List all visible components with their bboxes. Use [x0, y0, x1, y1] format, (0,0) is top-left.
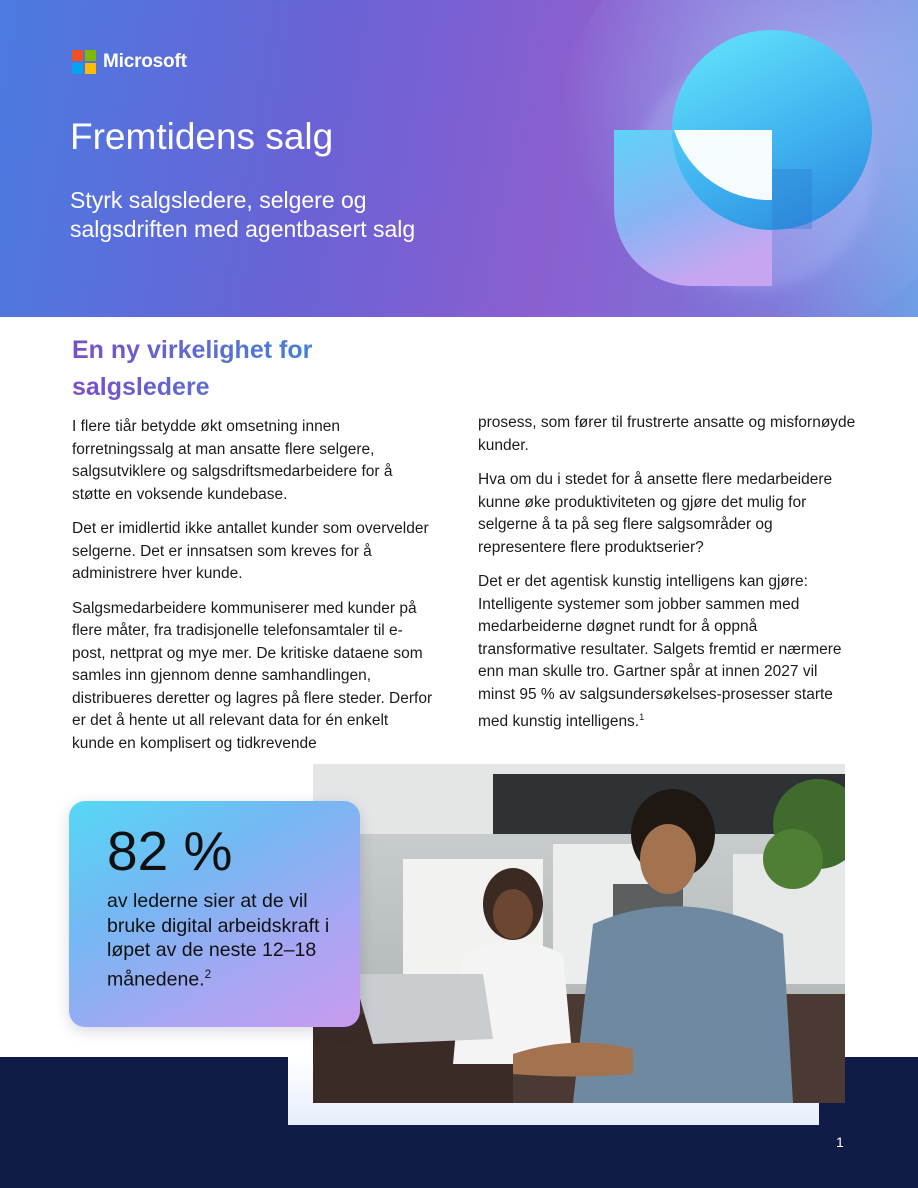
paragraph: Salgsmedarbeidere kommuniserer med kunder på flere måter, fra tradisjonelle telefonsamtaler til e-post, nettprat og mye mer. De kritiske dataene som samles inn gjennom denne samhandlingen, distribueres deretter og lagres på flere steder. Derfor er det å hente ut all relevant data for én enkelt kunde en komplisert og tidkrevende — [72, 599, 433, 752]
photo-illustration — [313, 764, 845, 1103]
paragraph: Hva om du i stedet for å ansette flere medarbeidere kunne øke produktiviteten og gjøre det mulig for selgerne å ta på seg flere salgsområder og representere flere produktserier? — [478, 471, 833, 556]
paragraph: I flere tiår betydde økt omsetning innen forretningssalg at man ansatte flere selgere, salgsutviklere og salgsdriftsmedarbeidere for å støtte en voksende kundebase. — [72, 418, 393, 503]
left-text-column — [72, 416, 434, 767]
section-heading: En ny virkelighet for salgsledere — [72, 332, 392, 406]
logo-square-green — [85, 50, 96, 61]
footnote-marker: 2 — [204, 967, 212, 981]
hero-banner — [0, 0, 918, 317]
logo-square-red — [72, 50, 83, 61]
logo-square-yellow — [85, 63, 96, 74]
stat-value: 82 % — [107, 820, 233, 882]
stat-card — [69, 801, 360, 1027]
paragraph: Det er imidlertid ikke antallet kunder som overvelder selgerne. Det er innsatsen som kreves for å administrere hver kunde. — [72, 520, 429, 582]
paragraph-text: Det er det agentisk kunstig intelligens kan gjøre: Intelligente systemer som jobber sammen med medarbeiderne døgnet rundt for å oppnå transformative resultater. Salgets fremtid er nærmere enn man skulle tro. Gartner spår at innen 2027 vil minst 95 % av salgsundersøkelses-prosesser starte med kunstig intelligens. — [478, 573, 842, 731]
microsoft-logo — [72, 50, 187, 74]
page-subtitle: Styrk salgsledere, selgere og salgsdriften med agentbasert salg — [70, 187, 416, 242]
footnote-marker: 1 — [639, 712, 645, 722]
right-text-column — [478, 412, 858, 746]
stat-text: av lederne sier at de vil bruke digital arbeidskraft i løpet av de neste 12–18 månedene. — [107, 890, 330, 990]
stat-description — [107, 889, 339, 992]
paragraph: prosess, som fører til frustrerte ansatte og misfornøyde kunder. — [478, 414, 856, 454]
office-meeting-photo — [313, 764, 845, 1103]
microsoft-wordmark: Microsoft — [103, 51, 187, 72]
paragraph — [478, 571, 858, 734]
microsoft-logo-icon — [72, 50, 96, 74]
page-title: Fremtidens salg — [70, 116, 334, 157]
copilot-shapes-graphic — [604, 24, 884, 299]
logo-square-blue — [72, 63, 83, 74]
page-number: 1 — [836, 1134, 844, 1150]
